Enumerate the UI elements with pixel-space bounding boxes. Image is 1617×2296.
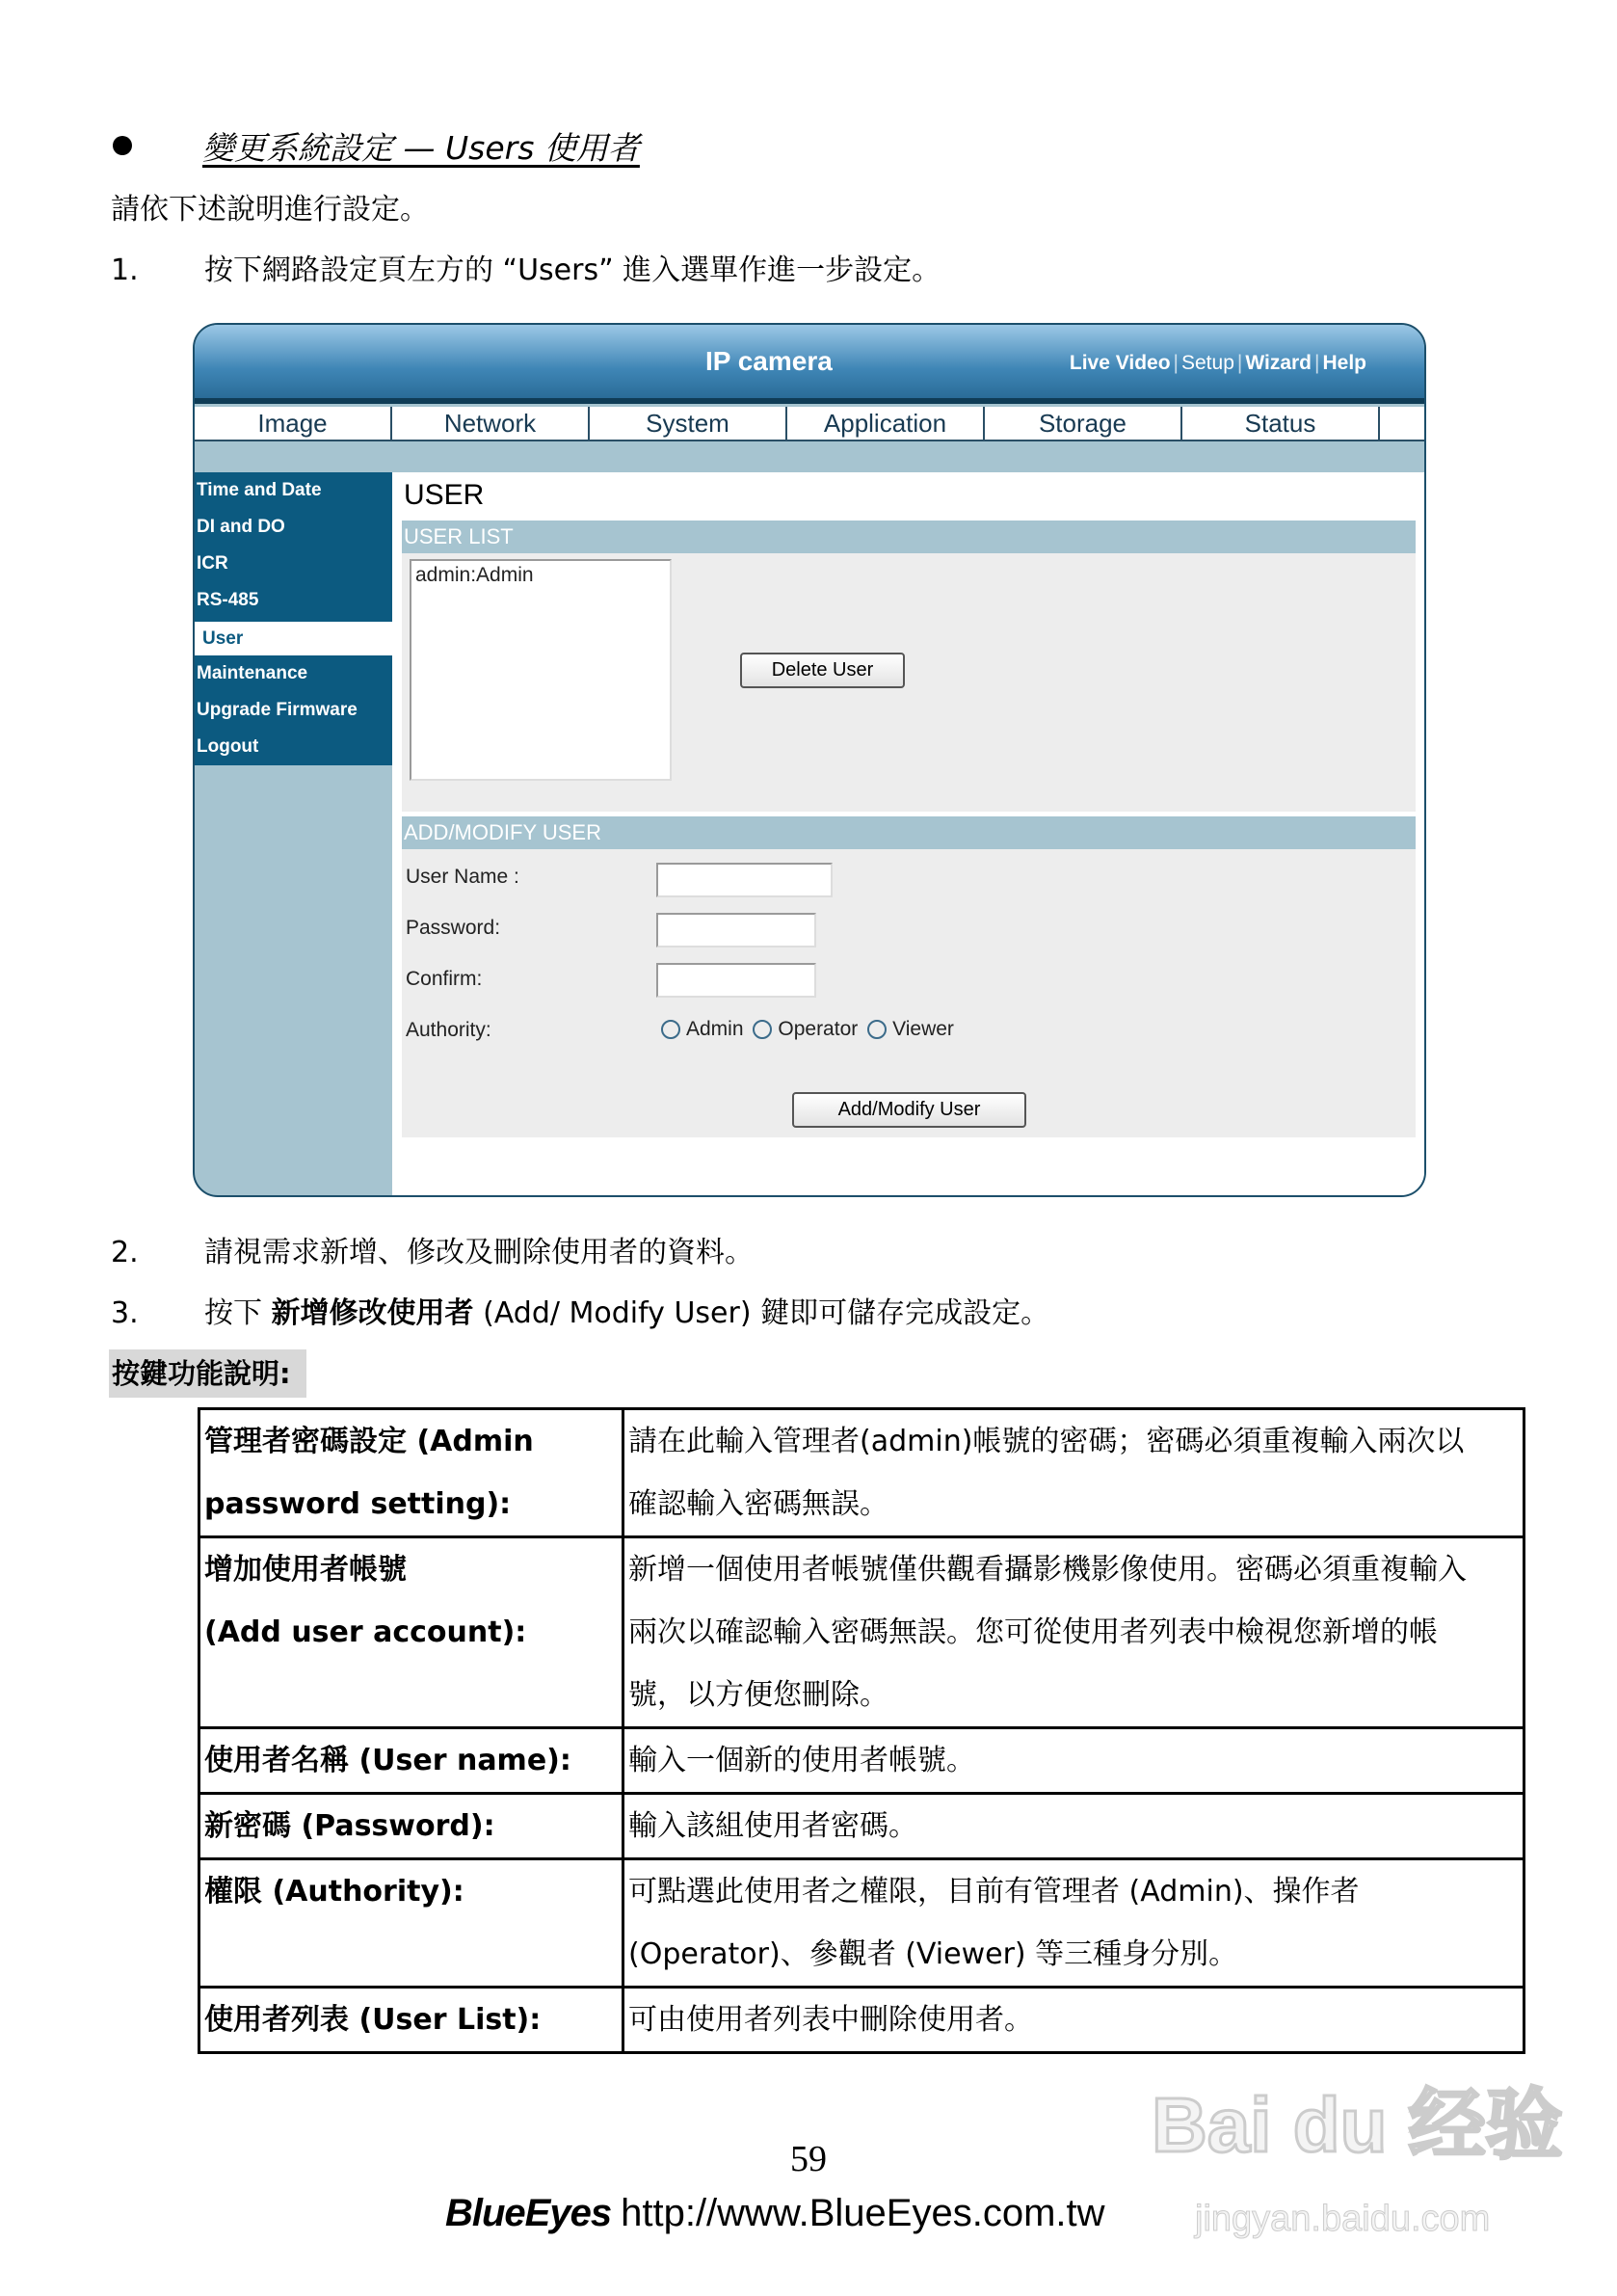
delete-user-button[interactable]: Delete User (740, 653, 905, 688)
sidebar-item-user[interactable]: User (195, 619, 392, 655)
value-line: 輸入一個新的使用者帳號。 (628, 1744, 975, 1777)
key-line: 權限 (Authority): (204, 1875, 464, 1909)
tab-image[interactable]: Image (195, 407, 392, 440)
key-line: 使用者名稱 (User name): (204, 1744, 571, 1777)
confirm-input[interactable] (656, 963, 816, 998)
bullet-icon (113, 136, 132, 155)
wizard-link[interactable]: Wizard (1245, 352, 1312, 374)
setup-link[interactable]: Setup (1181, 352, 1234, 374)
value-line: (Operator)、參觀者 (Viewer) 等三種身分別。 (628, 1937, 1238, 1971)
intro-text: 請依下述說明進行設定。 (111, 193, 429, 227)
user-list-header: USER LIST (402, 521, 1416, 553)
content-panel (392, 472, 1426, 1197)
tab-storage[interactable]: Storage (985, 407, 1182, 440)
key-line: 管理者密碼設定 (Admin (204, 1425, 534, 1458)
baidu-watermark (1152, 2063, 1563, 2256)
table-key-cell (199, 1537, 623, 1728)
blueeyes-logo: BlueEyes (445, 2192, 612, 2234)
footer-url[interactable]: http://www.BlueEyes.com.tw (621, 2192, 1105, 2234)
sidebar-item-maintenance[interactable]: Maintenance (195, 655, 392, 692)
username-label: User Name : (406, 866, 519, 888)
user-list-item[interactable]: admin:Admin (415, 564, 534, 586)
radio-viewer-label: Viewer (892, 1018, 954, 1040)
table-key-cell (199, 1794, 623, 1859)
step-3-pre: 按下 (204, 1296, 272, 1330)
sidebar-item-icr[interactable]: ICR (195, 546, 392, 582)
table-row (199, 1988, 1524, 2053)
help-link[interactable]: Help (1322, 352, 1366, 374)
key-line: password setting): (204, 1487, 512, 1521)
watermark-url: jingyan.baidu.com (1195, 2199, 1491, 2239)
table-key-cell (199, 1728, 623, 1794)
authority-radio-group (657, 1018, 954, 1041)
key-line: 使用者列表 (User List): (204, 2003, 542, 2037)
page-title: USER (404, 479, 485, 511)
step-1-number: 1. (111, 254, 139, 287)
tab-application[interactable]: Application (787, 407, 985, 440)
table-value-cell (623, 1794, 1524, 1859)
radio-admin-label: Admin (686, 1018, 744, 1040)
user-listbox[interactable] (410, 559, 672, 781)
step-1-text: 按下網路設定頁左方的 “Users” 進入選單作進一步設定。 (204, 254, 941, 287)
add-modify-header: ADD/MODIFY USER (402, 816, 1416, 849)
table-key-cell (199, 1988, 623, 2053)
password-input[interactable] (656, 913, 816, 948)
table-row (199, 1409, 1524, 1537)
tab-system[interactable]: System (590, 407, 787, 440)
camera-header (195, 325, 1424, 404)
main-nav (195, 407, 1424, 441)
step-3-number: 3. (111, 1296, 139, 1330)
step-2-number: 2. (111, 1236, 139, 1269)
sidebar-item-upgrade-firmware[interactable]: Upgrade Firmware (195, 692, 392, 729)
value-line: 可點選此使用者之權限，目前有管理者 (Admin)、操作者 (628, 1875, 1360, 1909)
value-line: 新增一個使用者帳號僅供觀看攝影機影像使用。密碼必須重複輸入 (628, 1553, 1467, 1587)
step-3-post: (Add/ Modify User) 鍵即可儲存完成設定。 (473, 1296, 1050, 1330)
live-video-link[interactable]: Live Video (1069, 352, 1171, 374)
confirm-label: Confirm: (406, 968, 483, 990)
table-value-cell (623, 1409, 1524, 1537)
table-row (199, 1794, 1524, 1859)
table-key-cell (199, 1409, 623, 1537)
authority-label: Authority: (406, 1019, 491, 1041)
value-line: 可由使用者列表中刪除使用者。 (628, 2003, 1033, 2037)
value-line: 輸入該組使用者密碼。 (628, 1809, 917, 1843)
page-number: 59 (790, 2139, 827, 2179)
sidebar (195, 472, 392, 765)
add-modify-section (402, 849, 1416, 1137)
radio-operator-label: Operator (778, 1018, 859, 1040)
tab-network[interactable]: Network (392, 407, 590, 440)
radio-viewer[interactable] (867, 1020, 887, 1039)
table-row (199, 1859, 1524, 1988)
sidebar-item-di-do[interactable]: DI and DO (195, 509, 392, 546)
table-value-cell (623, 1537, 1524, 1728)
table-row (199, 1537, 1524, 1728)
sidebar-item-logout[interactable]: Logout (195, 729, 392, 765)
watermark-logo: Bai du 经验 (1152, 2082, 1563, 2168)
footer (445, 2190, 1105, 2236)
ip-camera-screenshot (193, 323, 1426, 1197)
username-input[interactable] (656, 863, 833, 897)
value-line: 兩次以確認輸入密碼無誤。您可從使用者列表中檢視您新增的帳 (628, 1615, 1438, 1649)
value-line: 確認輸入密碼無誤。 (628, 1487, 888, 1521)
key-function-heading: 按鍵功能說明: (109, 1349, 306, 1398)
camera-brand: IP camera (705, 346, 833, 376)
table-key-cell (199, 1859, 623, 1988)
table-value-cell (623, 1728, 1524, 1794)
value-line: 號，以方便您刪除。 (628, 1678, 888, 1712)
section-heading: 變更系統設定 — Users 使用者 (202, 129, 640, 167)
add-modify-user-button[interactable]: Add/Modify User (792, 1092, 1026, 1128)
key-line: 新密碼 (Password): (204, 1809, 495, 1843)
step-3-bold: 新增修改使用者 (271, 1296, 474, 1330)
table-row (199, 1728, 1524, 1794)
radio-admin[interactable] (661, 1020, 680, 1039)
step-2-text: 請視需求新增、修改及刪除使用者的資料。 (204, 1236, 754, 1269)
radio-operator[interactable] (753, 1020, 772, 1039)
sidebar-item-time-and-date[interactable]: Time and Date (195, 472, 392, 509)
user-list-section (402, 553, 1416, 812)
value-line: 請在此輸入管理者(admin)帳號的密碼；密碼必須重複輸入兩次以 (628, 1425, 1465, 1458)
key-function-table (198, 1407, 1525, 2054)
key-line: (Add user account): (204, 1615, 527, 1649)
sidebar-item-rs485[interactable]: RS-485 (195, 582, 392, 619)
tab-status[interactable]: Status (1182, 407, 1380, 440)
password-label: Password: (406, 917, 501, 939)
table-value-cell (623, 1988, 1524, 2053)
step-3-text (204, 1296, 1049, 1331)
header-links: Live Video | Setup | Wizard | Help (1069, 352, 1366, 374)
key-line: 增加使用者帳號 (204, 1553, 407, 1587)
table-value-cell (623, 1859, 1524, 1988)
